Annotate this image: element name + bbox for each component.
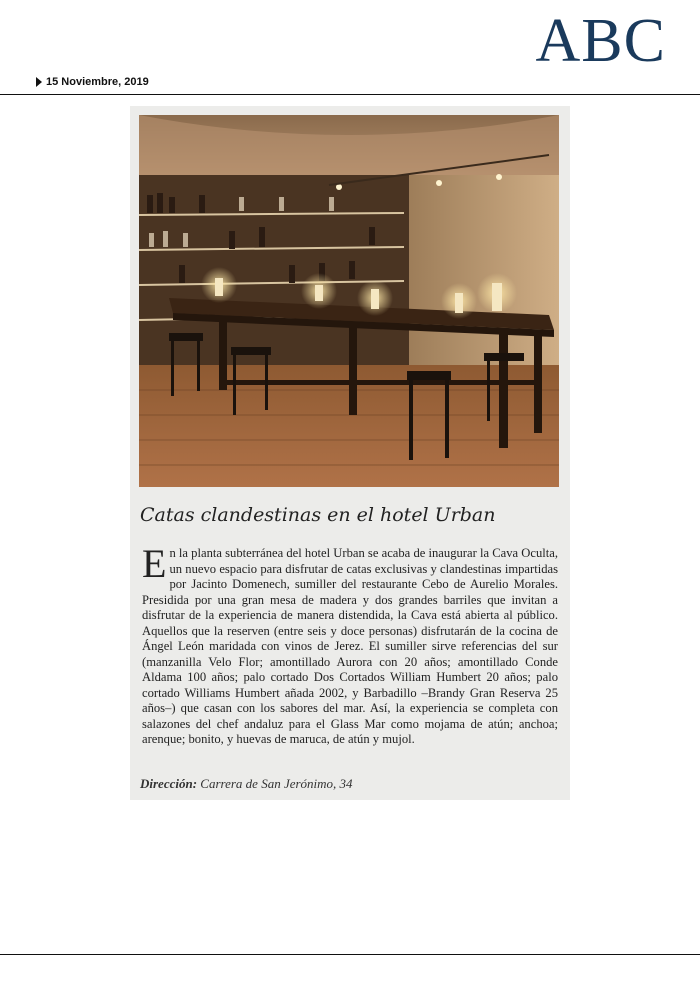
masthead-logo: ABC	[535, 7, 666, 75]
article-card	[130, 106, 570, 800]
bottom-rule	[0, 954, 700, 955]
article-headline: Catas clandestinas en el hotel Urban	[140, 504, 496, 526]
address-value: Carrera de San Jerónimo, 34	[197, 776, 353, 791]
article-body-text: n la planta subterránea del hotel Urban se acaba de inaugurar la Cava Oculta, un nuevo espacio para disfrutar de catas exclusivas y clandestinas impartidas por Jacinto Domenech, sumiller del restaurante Cebo de Aurelio Morales. Presidida por una gran mesa de madera y dos grandes barriles que invitan a disfrutar de la experiencia de manera distendida, la Cava está abierta al público. Aquellos que la reserven (entre seis y doce personas) disfrutarán de la cocina de Ángel León maridada con vinos de Jerez. El sumiller sirve referencias del sur (manzanilla Velo Flor; amontillado Aurora con 20 años; amontillado Conde Aldama 100 años; palo cortado Dos Cortados William Humbert 20 años; palo cortado Williams Humbert añada 2002, y Barbadillo –Brandy Gran Reserva 25 años–) que casan con los sabores del mar. Así, la experiencia se completa con salazones del chef andaluz para el Glass Mar como mojama de atún; anchoa; arenque; bonito, y huevas de maruca, de atún y mujol.	[142, 546, 558, 746]
article-body	[142, 541, 558, 748]
address-label: Dirección:	[140, 776, 198, 791]
top-rule	[0, 94, 700, 95]
drop-cap: E	[142, 541, 167, 586]
address-line	[140, 776, 560, 792]
triangle-icon	[36, 77, 42, 87]
wine-cellar-photo	[139, 115, 559, 487]
dateline	[36, 76, 149, 88]
publication-date: 15 Noviembre, 2019	[46, 76, 149, 88]
